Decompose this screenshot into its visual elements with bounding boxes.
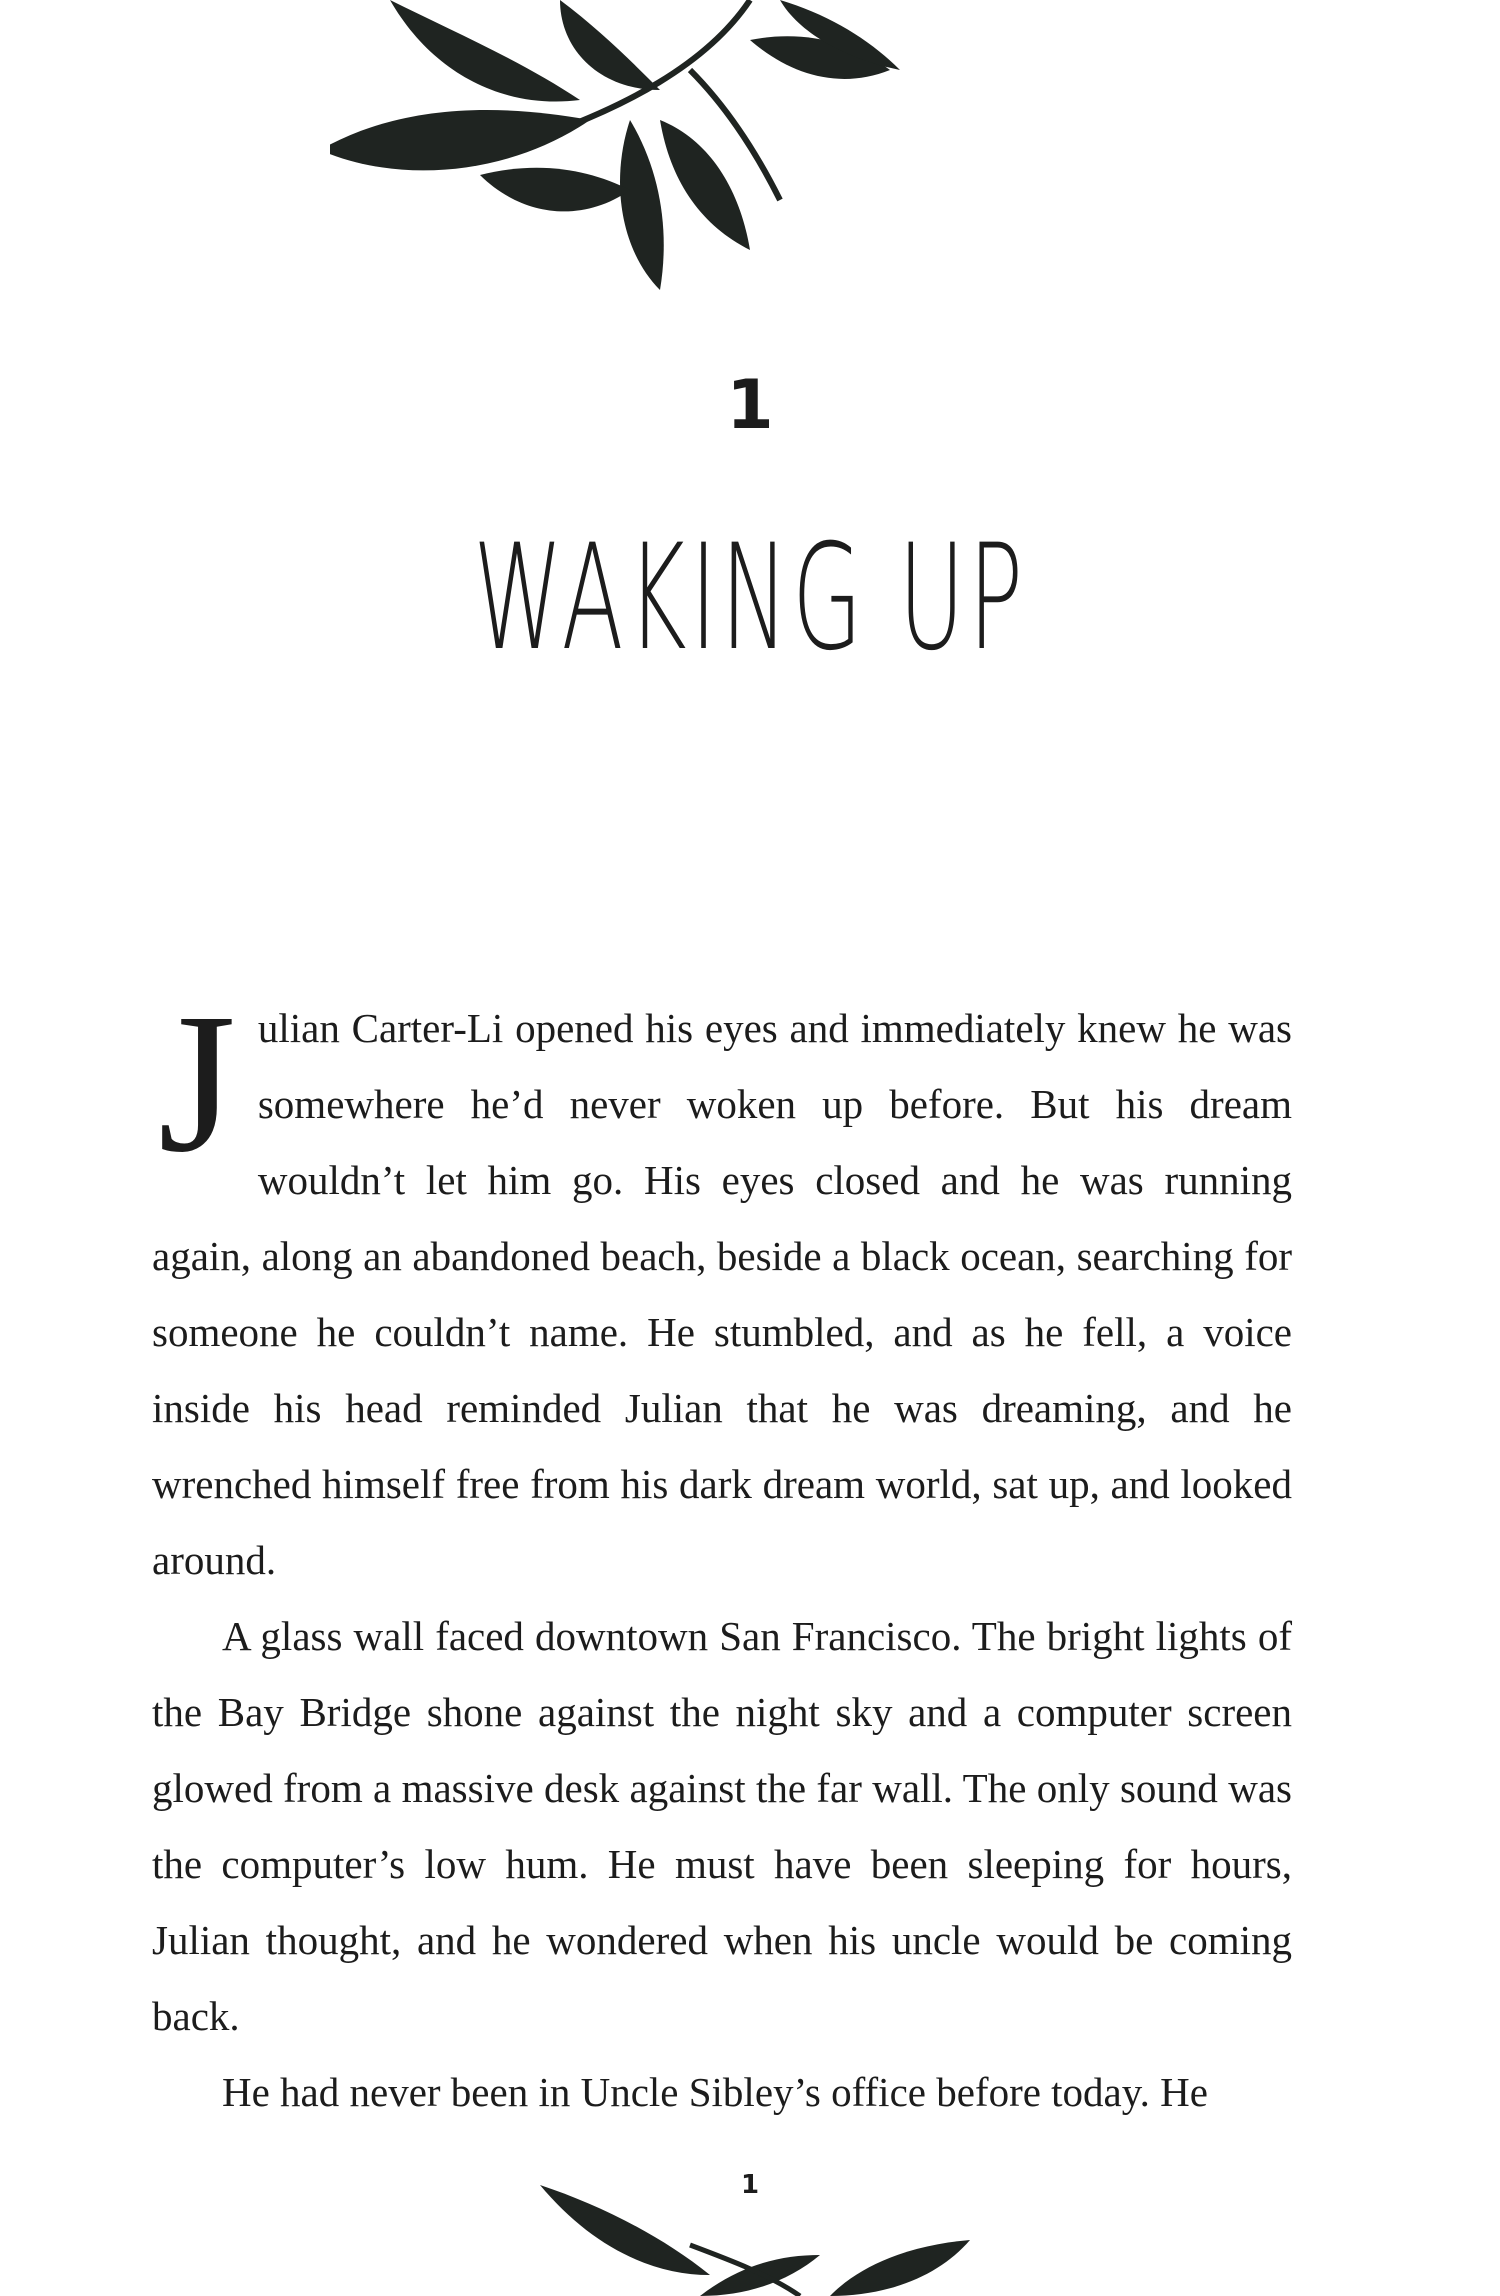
first-paragraph-text: ulian Carter-Li opened his eyes and immediately knew he was somewhere he’d never woken up before. But his dream wouldn’t let him go. His eyes closed and he was running again, along an abandoned beach, beside a black ocean, searching for someone he couldn’t name. He stumbled, and as he fell, a voice inside his head reminded Julian that he was dreaming, and he wrenched himself free from his dark dream world, sat up, and looked around.: [152, 1005, 1292, 1583]
drop-cap: J: [158, 973, 236, 1194]
paragraph: A glass wall faced downtown San Francisco. The bright lights of the Bay Bridge shone against the night sky and a computer screen glowed from a massive desk against the far wall. The only sound was the computer’s low hum. He must have been sleeping for hours, Julian thought, and he wondered when his uncle would be coming back.: [152, 1613, 1292, 2039]
leaf-branch-top-icon: [330, 0, 1010, 360]
chapter-title: WAKING UP: [473, 513, 1027, 683]
chapter-body: [152, 973, 1292, 2130]
chapter-number: 1: [726, 366, 774, 445]
leaf-branch-bottom-icon: [540, 2165, 1010, 2296]
paragraph: He had never been in Uncle Sibley’s office before today. He: [222, 2069, 1208, 2115]
page-number: 1: [740, 2170, 760, 2200]
first-paragraph: [152, 973, 1292, 1598]
